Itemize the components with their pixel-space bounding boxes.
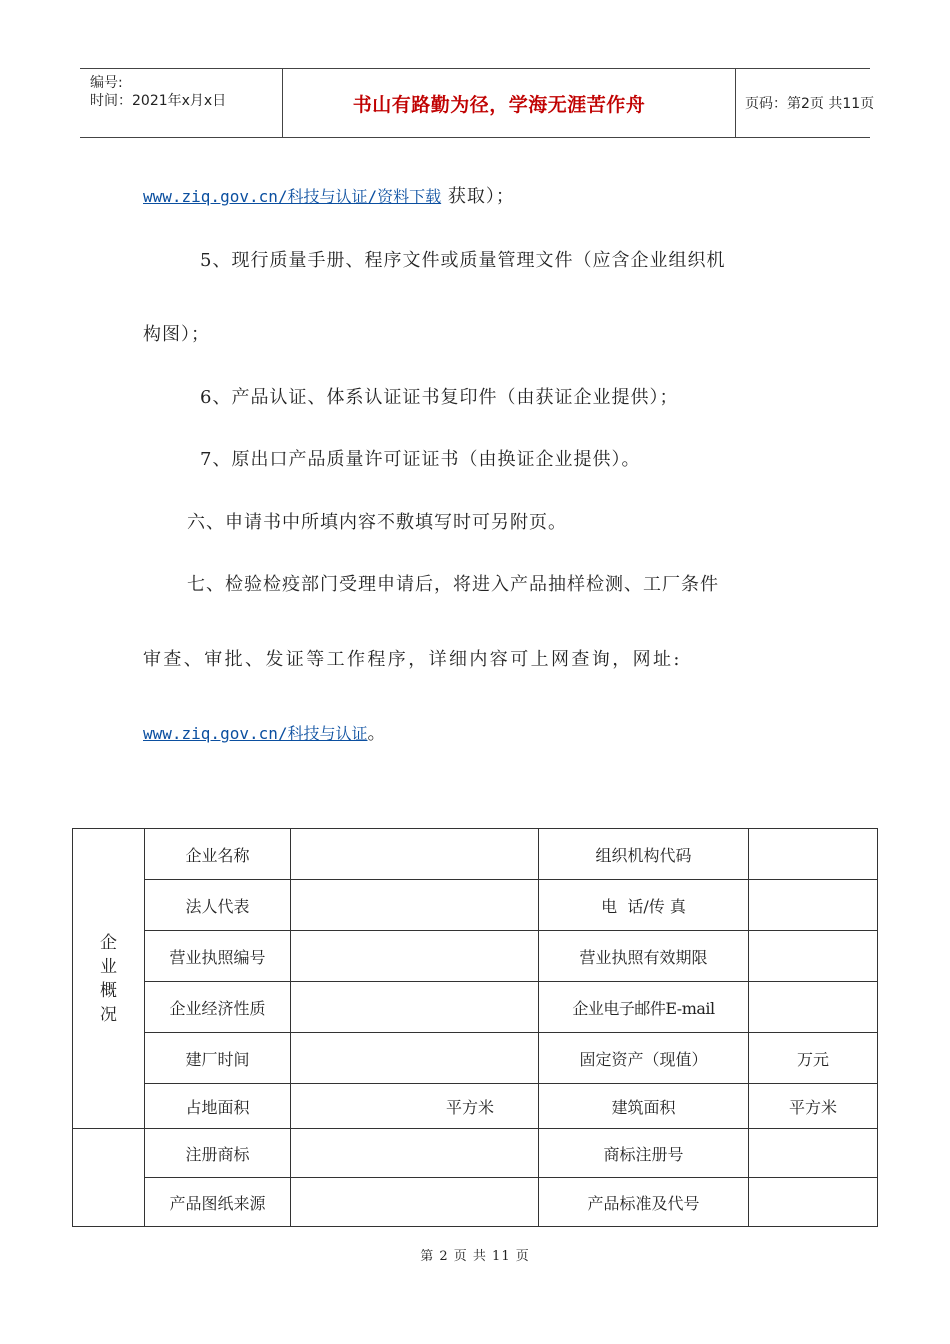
row-label-2: 商标注册号 — [539, 1129, 749, 1178]
row-label-2: 电 话/传 真 — [539, 880, 749, 931]
row-value-field[interactable]: 平方米 — [291, 1084, 539, 1129]
row-label: 企业经济性质 — [145, 982, 291, 1033]
page-footer: 第 2 页 共 11 页 — [420, 1249, 530, 1264]
row-label-2: 营业执照有效期限 — [539, 931, 749, 982]
row-value-field[interactable] — [291, 1033, 539, 1084]
row-value-field[interactable] — [291, 829, 539, 880]
item-7: 7、原出口产品质量许可证证书（由换证企业提供）。 — [200, 449, 641, 470]
header-page-info: 页码：第2页 共11页 — [745, 96, 875, 112]
row-label: 产品图纸来源 — [145, 1178, 291, 1227]
section-7-line-1: 七、检验检疫部门受理申请后，将进入产品抽样检测、工厂条件 — [187, 574, 719, 595]
row-label-2: 产品标准及代号 — [539, 1178, 749, 1227]
table-row — [73, 880, 878, 931]
table-row — [73, 1129, 878, 1178]
row-value-field-2[interactable] — [749, 982, 878, 1033]
paragraph-download-line — [143, 182, 515, 208]
item-5-line-1: 5、现行质量手册、程序文件或质量管理文件（应含企业组织机 — [200, 250, 726, 271]
table-row — [73, 1178, 878, 1227]
certification-link[interactable]: www.ziq.gov.cn/科技与认证 — [143, 724, 368, 743]
enterprise-info-table — [72, 828, 878, 1227]
table-row — [73, 931, 878, 982]
row-value-field-2[interactable] — [749, 1129, 878, 1178]
section-7-tail: 。 — [367, 723, 387, 744]
page-header — [80, 68, 875, 138]
document-date-label: 时间：2021年x月x日 — [90, 93, 227, 109]
section-label: 企业概况 — [100, 932, 117, 1025]
table-row — [73, 1084, 878, 1129]
table-row — [73, 829, 878, 880]
header-motto-cell — [282, 69, 736, 137]
blank-section-cell — [73, 1129, 145, 1227]
header-motto: 书山有路勤为径，学海无涯苦作舟 — [352, 93, 646, 116]
row-value-field[interactable] — [291, 982, 539, 1033]
table-row — [73, 982, 878, 1033]
row-value-field[interactable] — [291, 1129, 539, 1178]
row-value-field[interactable] — [291, 931, 539, 982]
row-label-2: 组织机构代码 — [539, 829, 749, 880]
row-label: 建厂时间 — [145, 1033, 291, 1084]
item-6: 6、产品认证、体系认证证书复印件（由获证企业提供）； — [200, 387, 679, 408]
row-label-2: 企业电子邮件E-mail — [539, 982, 749, 1033]
row-value-field-2[interactable] — [749, 880, 878, 931]
download-line-tail: 获取）； — [441, 186, 515, 207]
row-value-field[interactable] — [291, 1178, 539, 1227]
row-value-field-2[interactable] — [749, 1178, 878, 1227]
row-label: 法人代表 — [145, 880, 291, 931]
row-value-field[interactable] — [291, 880, 539, 931]
document-number-label: 编号: — [90, 75, 123, 91]
header-meta — [80, 69, 282, 137]
section-label-cell — [73, 829, 145, 1129]
section-7-line-2: 审查、审批、发证等工作程序，详细内容可上网查询，网址: — [143, 649, 682, 670]
row-label: 营业执照编号 — [145, 931, 291, 982]
row-label-2: 固定资产（现值） — [539, 1033, 749, 1084]
section-6: 六、申请书中所填内容不敷填写时可另附页。 — [187, 512, 567, 533]
row-value-field-2[interactable]: 万元 — [749, 1033, 878, 1084]
row-label: 占地面积 — [145, 1084, 291, 1129]
row-label: 企业名称 — [145, 829, 291, 880]
row-value-field-2[interactable] — [749, 829, 878, 880]
row-value-field-2[interactable]: 平方米 — [749, 1084, 878, 1129]
row-label-2: 建筑面积 — [539, 1084, 749, 1129]
row-value-field-2[interactable] — [749, 931, 878, 982]
section-7-line-3 — [143, 719, 387, 745]
download-link[interactable]: www.ziq.gov.cn/科技与认证/资料下载 — [143, 187, 442, 206]
item-5-line-2: 构图）； — [143, 324, 210, 345]
table-row — [73, 1033, 878, 1084]
row-label: 注册商标 — [145, 1129, 291, 1178]
